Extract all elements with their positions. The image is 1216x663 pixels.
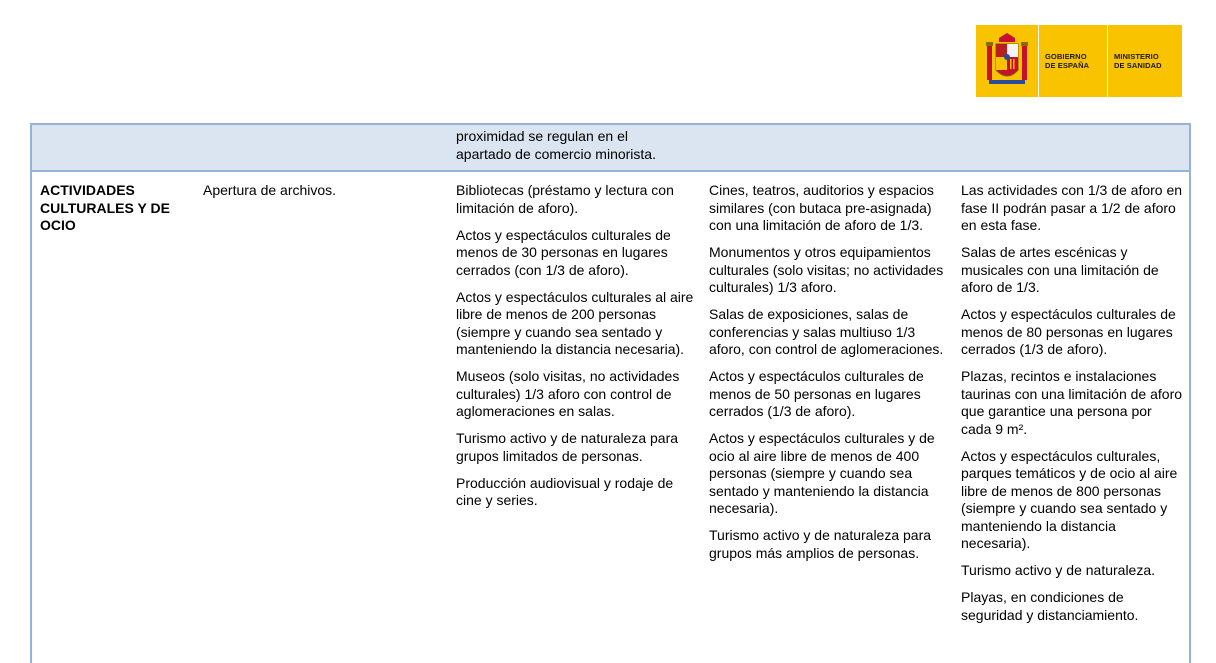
- measure-item: Actos y espectáculos culturales, parques temáticos y de ocio al aire libre de menos de 800 personas (siempre y cuando sea sentado y manteniendo la distancia necesaria).: [961, 447, 1178, 551]
- measures-table: [30, 123, 1191, 663]
- phase-2-cell: [709, 182, 947, 562]
- sector-cell: ACTIVIDADES CULTURALES Y DE OCIO: [40, 182, 170, 233]
- measure-item: Bibliotecas (préstamo y lectura con limitación de aforo).: [456, 182, 674, 216]
- measure-item: Monumentos y otros equipamientos culturales (solo visitas; no actividades culturales) 1/3 aforo.: [709, 244, 944, 295]
- phase-1-cell: [456, 182, 694, 510]
- measure-item: Playas, en condiciones de seguridad y distanciamiento.: [961, 589, 1139, 623]
- logo-ministry-text: [1108, 52, 1180, 70]
- coat-of-arms-icon: [976, 25, 1038, 97]
- measure-item: Producción audiovisual y rodaje de cine y series.: [456, 474, 674, 508]
- logo-line-3: MINISTERIO: [1114, 52, 1159, 61]
- measure-item: Museos (solo visitas, no actividades culturales) 1/3 aforo con control de aglomeraciones en salas.: [456, 368, 680, 419]
- measure-item: Actos y espectáculos culturales de menos de 80 personas en lugares cerrados (1/3 de aforo).: [961, 306, 1176, 357]
- phase-0-cell: [203, 182, 438, 200]
- measure-item: Turismo activo y de naturaleza.: [961, 562, 1156, 578]
- measure-item: Las actividades con 1/3 de aforo en fase II podrán pasar a 1/2 de aforo en esta fase.: [961, 182, 1183, 233]
- measure-item: Actos y espectáculos culturales de menos de 50 personas en lugares cerrados (1/3 de aforo).: [709, 368, 924, 419]
- measure-item: Turismo activo y de naturaleza para grupos limitados de personas.: [456, 430, 679, 464]
- logo-government-text: [1039, 52, 1107, 70]
- logo-line-1: GOBIERNO: [1045, 52, 1087, 61]
- measure-item: Salas de exposiciones, salas de conferencias y salas multiuso 1/3 aforo, con control de aglomeraciones.: [709, 306, 944, 357]
- measure-item: Cines, teatros, auditorios y espacios similares (con butaca pre-asignada) con una limitación de aforo de 1/3.: [709, 182, 934, 233]
- measure-item: Salas de artes escénicas y musicales con una limitación de aforo de 1/3.: [961, 244, 1159, 295]
- measure-item: Apertura de archivos.: [203, 182, 337, 198]
- continuation-row: [32, 125, 1189, 172]
- measure-item: Turismo activo y de naturaleza para grupos más amplios de personas.: [709, 527, 932, 561]
- measure-item: Actos y espectáculos culturales de menos de 30 personas en lugares cerrados (con 1/3 de aforo).: [456, 226, 671, 278]
- government-logo: [976, 25, 1182, 97]
- measure-item: Plazas, recintos e instalaciones taurinas con una limitación de aforo que garantice una persona por cada 9 m².: [961, 368, 1183, 437]
- measure-item: Actos y espectáculos culturales al aire libre de menos de 200 personas (siempre y cuando sea sentado y manteniendo la distancia necesaria).: [456, 288, 694, 357]
- phase-3-cell: [961, 182, 1185, 624]
- logo-line-4: DE SANIDAD: [1114, 61, 1162, 70]
- continuation-cell: proximidad se regulan en el apartado de comercio minorista.: [456, 128, 656, 162]
- measure-item: Actos y espectáculos culturales y de ocio al aire libre de menos de 400 personas (siempre y cuando sea sentado y manteniendo la distancia necesaria).: [709, 430, 935, 516]
- logo-line-2: DE ESPAÑA: [1045, 61, 1090, 70]
